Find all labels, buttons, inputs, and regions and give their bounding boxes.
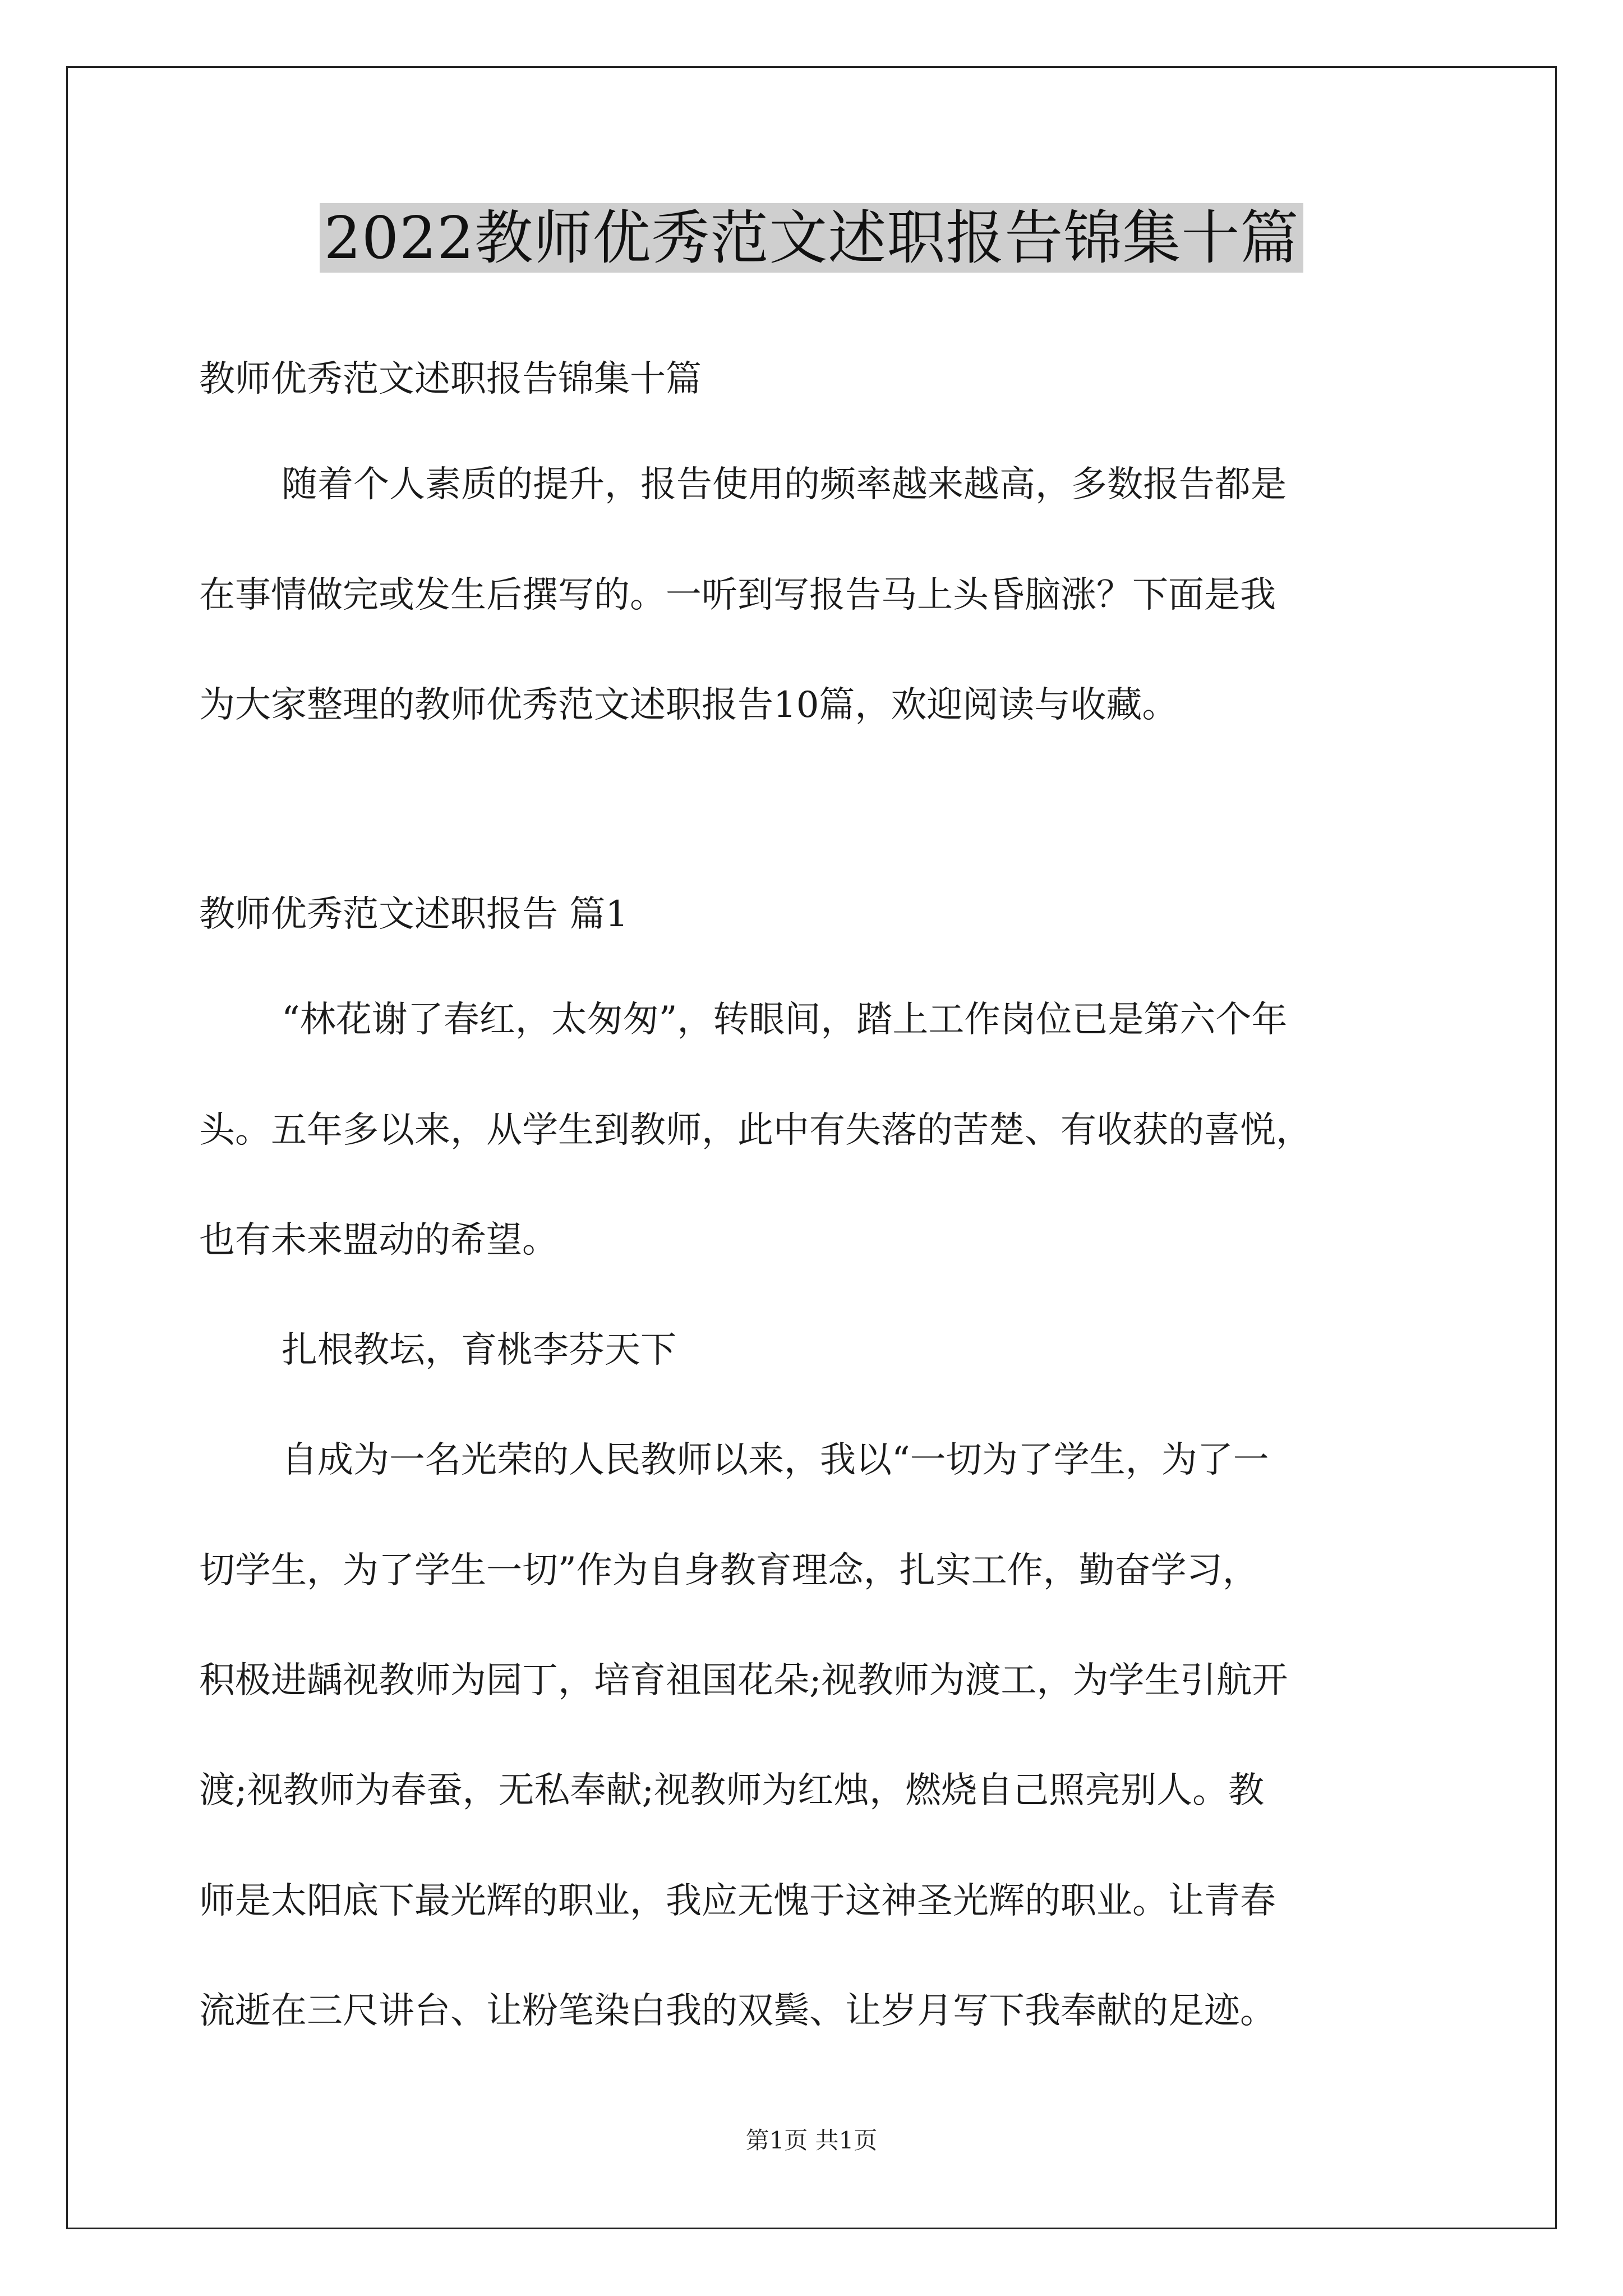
section-heading: 教师优秀范文述职报告 篇1 [199,894,629,935]
section-p2-line-6: 流逝在三尺讲台、让粉笔染白我的双鬓、让岁月写下我奉献的足迹。 [199,1990,1276,2032]
intro-line-3: 为大家整理的教师优秀范文述职报告10篇，欢迎阅读与收藏。 [199,684,1178,726]
section-p2-line-2: 切学生，为了学生一切”作为自身教育理念，扎实工作，勤奋学习， [199,1550,1258,1591]
page-footer: 第1页 共1页 [745,2127,878,2154]
intro-line-2: 在事情做完或发生后撰写的。一听到写报告马上头昏脑涨？下面是我 [199,574,1276,616]
intro-line-1: 随着个人素质的提升，报告使用的频率越来越高，多数报告都是 [282,464,1287,505]
subheading: 扎根教坛，育桃李芬天下 [282,1329,676,1371]
section-p1-line-2: 头。五年多以来，从学生到教师，此中有失落的苦楚、有收获的喜悦， [199,1110,1312,1151]
section-p1-line-1: “林花谢了春红，太匆匆”，转眼间，踏上工作岗位已是第六个年 [282,999,1288,1041]
title-container [0,203,1623,273]
section-p2-line-5: 师是太阳底下最光辉的职业，我应无愧于这神圣光辉的职业。让青春 [199,1880,1276,1922]
section-p2-line-1: 自成为一名光荣的人民教师以来，我以“一切为了学生，为了一 [282,1439,1269,1481]
section-p2-line-4: 渡;视教师为春蚕，无私奉献;视教师为红烛，燃烧自己照亮别人。教 [199,1770,1265,1811]
section-p1-line-3: 也有未来盟动的希望。 [199,1220,558,1261]
section-p2-line-3: 积极进龋视教师为园丁，培育祖国花朵;视教师为渡工，为学生引航开 [199,1660,1288,1701]
document-title: 2022教师优秀范文述职报告锦集十篇 [320,203,1304,273]
document-subtitle: 教师优秀范文述职报告锦集十篇 [199,358,702,400]
